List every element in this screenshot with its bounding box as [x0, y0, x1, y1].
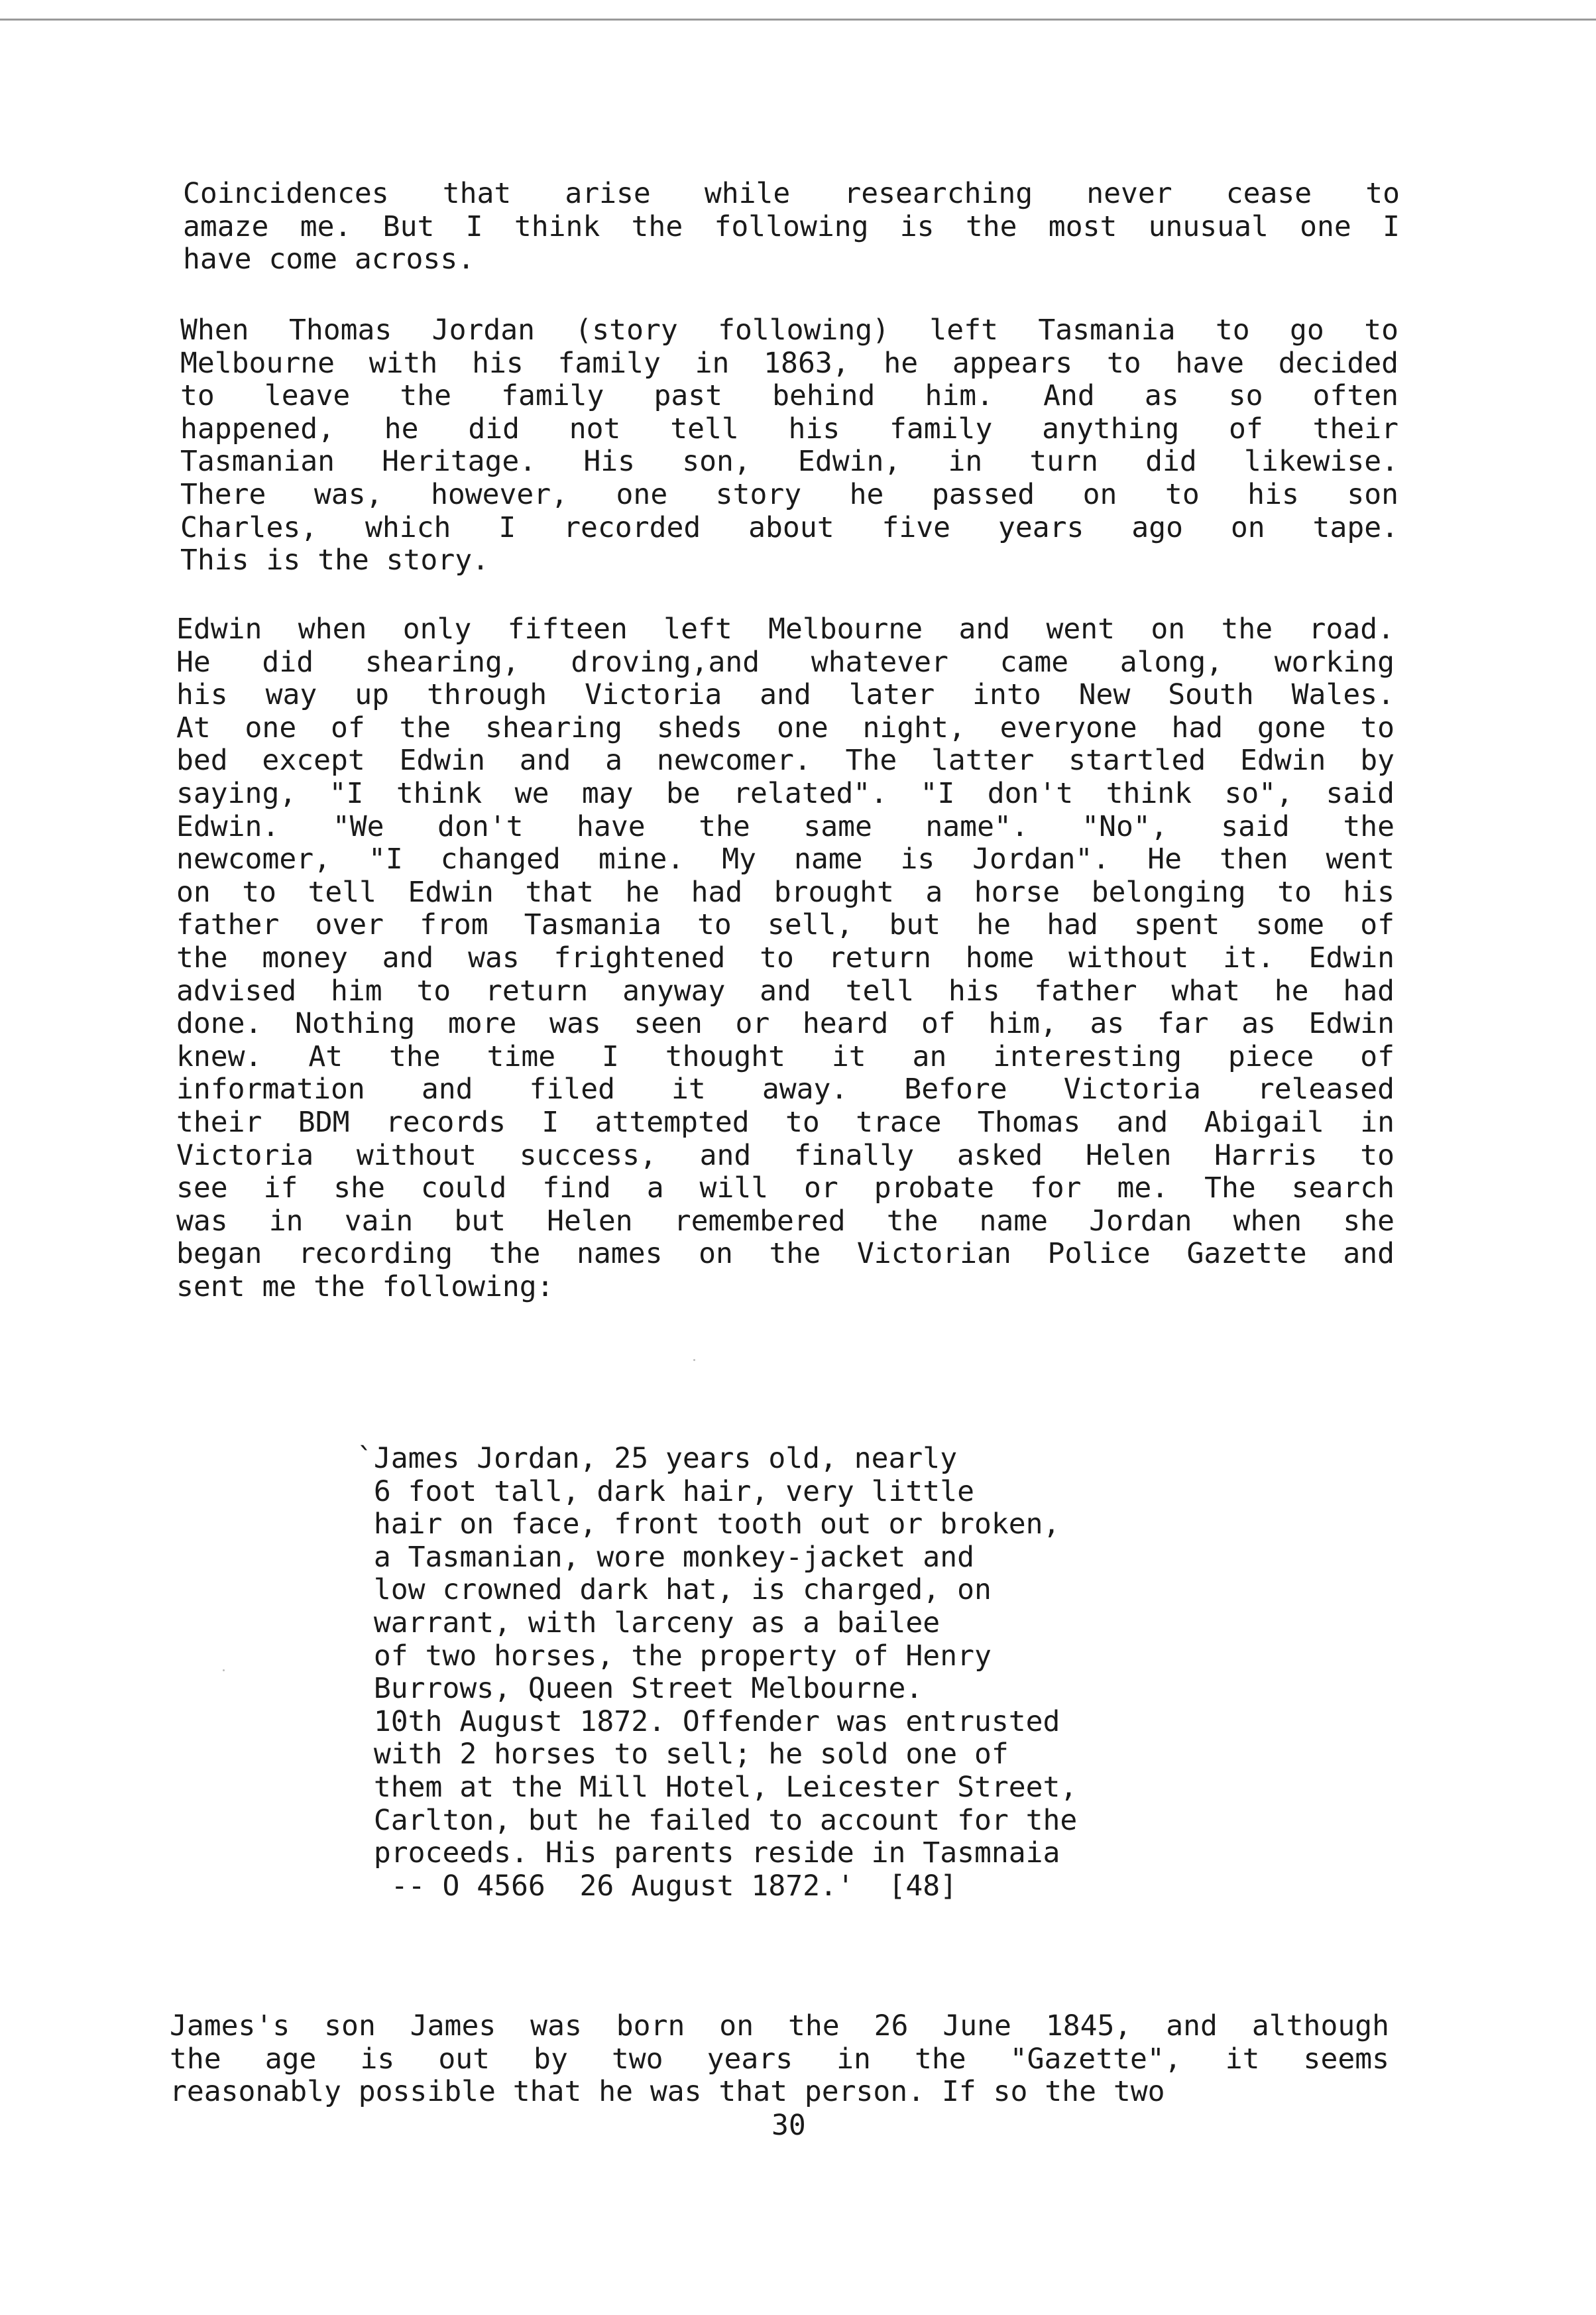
- text-line: have come across.: [183, 243, 475, 276]
- text-line: bed except Edwin and a newcomer. The latter startled Edwin by: [176, 744, 1395, 778]
- text-line: Tasmanian Heritage. His son, Edwin, in turn did likewise.: [180, 445, 1398, 479]
- text-line: sent me the following:: [176, 1270, 554, 1303]
- police-gazette-quote: [357, 1443, 1271, 1903]
- text-line: happened, he did not tell his family anything of their: [180, 412, 1398, 445]
- text-line: the age is out by two years in the "Gazette", it seems: [170, 2042, 1389, 2076]
- text-line: At one of the shearing sheds one night, everyone had gone to: [176, 711, 1395, 744]
- text-line: 10th August 1872. Offender was entrusted: [357, 1704, 1060, 1738]
- text-line: the money and was frightened to return home without it. Edwin: [176, 941, 1395, 975]
- scan-speck: [223, 1669, 225, 1671]
- text-line: There was, however, one story he passed on to his son: [180, 477, 1398, 511]
- text-line: to leave the family past behind him. And as so often: [180, 379, 1398, 413]
- text-line: information and filed it away. Before Victoria released: [176, 1073, 1395, 1106]
- text-line: knew. At the time I thought it an interesting piece of: [176, 1039, 1395, 1073]
- text-line: Edwin when only fifteen left Melbourne and went on the road.: [176, 613, 1395, 646]
- text-line: When Thomas Jordan (story following) left Tasmania to go to: [180, 314, 1398, 347]
- paragraph-thomas-jordan: [180, 314, 1398, 577]
- paragraph-edwin-story: [176, 613, 1395, 1303]
- text-line: Charles, which I recorded about five years ago on tape.: [180, 510, 1398, 544]
- text-line: saying, "I think we may be related". "I don't think so", said: [176, 776, 1395, 810]
- text-line: James's son James was born on the 26 June 1845, and although: [170, 2009, 1389, 2043]
- text-line: done. Nothing more was seen or heard of him, as far as Edwin: [176, 1007, 1395, 1041]
- text-line: a Tasmanian, wore monkey-jacket and: [357, 1540, 974, 1574]
- text-line: 6 foot tall, dark hair, very little: [357, 1474, 974, 1508]
- text-line: hair on face, front tooth out or broken,: [357, 1508, 1060, 1541]
- top-rule: [0, 19, 1596, 21]
- text-line: father over from Tasmania to sell, but he had spent some of: [176, 908, 1395, 942]
- text-line: his way up through Victoria and later into New South Wales.: [176, 678, 1395, 712]
- text-line: was in vain but Helen remembered the name Jordan when she: [176, 1204, 1395, 1238]
- text-line: began recording the names on the Victorian Police Gazette and: [176, 1237, 1395, 1271]
- text-line: advised him to return anyway and tell his father what he had: [176, 974, 1395, 1008]
- text-line: of two horses, the property of Henry: [357, 1639, 992, 1673]
- text-line: amaze me. But I think the following is the most unusual one I: [183, 209, 1400, 243]
- text-line: their BDM records I attempted to trace Thomas and Abigail in: [176, 1105, 1395, 1139]
- text-line: This is the story.: [180, 544, 489, 577]
- page-number: 30: [771, 2109, 806, 2142]
- text-line: Coincidences that arise while researching never cease to: [183, 177, 1400, 210]
- text-line: Burrows, Queen Street Melbourne.: [357, 1672, 923, 1706]
- paragraph-intro: [183, 178, 1400, 276]
- scan-speck: [693, 1359, 695, 1361]
- text-line: see if she could find a will or probate for me. The search: [176, 1171, 1395, 1205]
- text-line: `James Jordan, 25 years old, nearly: [357, 1442, 958, 1475]
- text-line: -- O 4566 26 August 1872.' [48]: [357, 1869, 958, 1903]
- text-line: Edwin. "We don't have the same name". "No", said the: [176, 809, 1395, 843]
- paragraph-james-son: [170, 2010, 1389, 2109]
- text-line: Victoria without success, and finally asked Helen Harris to: [176, 1138, 1395, 1172]
- text-line: He did shearing, droving,and whatever came along, working: [176, 645, 1395, 679]
- text-line: newcomer, "I changed mine. My name is Jordan". He then went: [176, 843, 1395, 876]
- text-line: warrant, with larceny as a bailee: [357, 1606, 940, 1639]
- text-line: proceeds. His parents reside in Tasmnaia: [357, 1836, 1060, 1870]
- text-line: Carlton, but he failed to account for the: [357, 1803, 1078, 1837]
- text-line: them at the Mill Hotel, Leicester Street,: [357, 1770, 1078, 1804]
- text-line: with 2 horses to sell; he sold one of: [357, 1738, 1009, 1771]
- text-line: low crowned dark hat, is charged, on: [357, 1573, 992, 1607]
- text-line: reasonably possible that he was that person. If so the two: [170, 2075, 1165, 2109]
- text-line: Melbourne with his family in 1863, he appears to have decided: [180, 346, 1398, 380]
- text-line: on to tell Edwin that he had brought a horse belonging to his: [176, 875, 1395, 909]
